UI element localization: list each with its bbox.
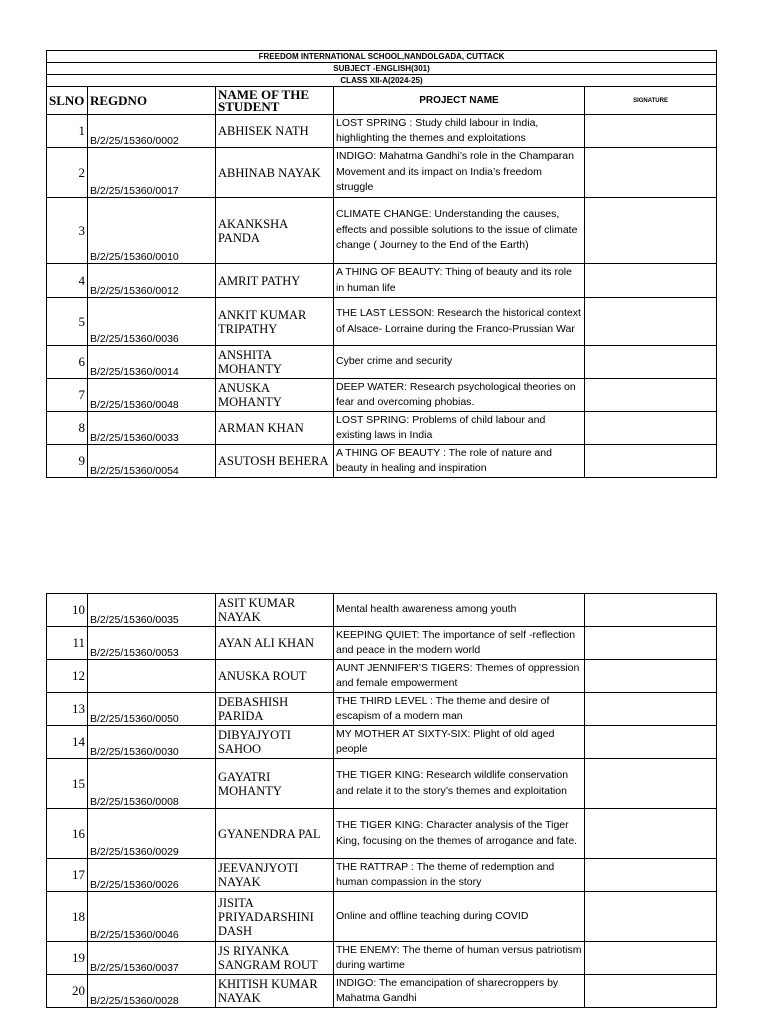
slno-cell: 8 <box>47 412 88 445</box>
student-name-cell: DEBASHISH PARIDA <box>216 693 334 726</box>
signature-cell <box>585 198 717 264</box>
regdno-cell: B/2/25/15360/0046 <box>88 892 216 942</box>
student-name-cell: ANUSKA ROUT <box>216 660 334 693</box>
project-name-header: PROJECT NAME <box>334 87 585 115</box>
signature-cell <box>585 594 717 627</box>
column-header-row <box>47 87 717 115</box>
project-name-cell: CLIMATE CHANGE: Understanding the causes, effects and possible solutions to the issue of climate change ( Journey to the End of the Earth) <box>334 198 585 264</box>
project-name-cell: Online and offline teaching during COVID <box>334 892 585 942</box>
table-row <box>47 693 717 726</box>
table-row <box>47 859 717 892</box>
student-name-cell: ANUSKA MOHANTY <box>216 379 334 412</box>
project-name-cell: THE ENEMY: The theme of human versus patriotism during wartime <box>334 942 585 975</box>
table-row <box>47 379 717 412</box>
table-row <box>47 115 717 148</box>
student-name-cell: ABHISEK NATH <box>216 115 334 148</box>
regdno-cell: B/2/25/15360/0014 <box>88 346 216 379</box>
signature-cell <box>585 660 717 693</box>
student-name-cell: JS RIYANKA SANGRAM ROUT <box>216 942 334 975</box>
slno-cell: 20 <box>47 975 88 1008</box>
regdno-cell: B/2/25/15360/0033 <box>88 412 216 445</box>
slno-cell: 15 <box>47 759 88 809</box>
regdno-cell: B/2/25/15360/0054 <box>88 445 216 478</box>
table-row <box>47 298 717 346</box>
student-name-header: NAME OF THE STUDENT <box>216 87 334 115</box>
slno-cell: 14 <box>47 726 88 759</box>
signature-cell <box>585 379 717 412</box>
student-name-cell: GAYATRI MOHANTY <box>216 759 334 809</box>
signature-cell <box>585 627 717 660</box>
slno-cell: 9 <box>47 445 88 478</box>
signature-cell <box>585 264 717 298</box>
project-name-cell: AUNT JENNIFER’S TIGERS: Themes of oppression and female empowerment <box>334 660 585 693</box>
student-name-cell: JISITA PRIYADARSHINI DASH <box>216 892 334 942</box>
slno-cell: 18 <box>47 892 88 942</box>
project-name-cell: MY MOTHER AT SIXTY-SIX: Plight of old aged people <box>334 726 585 759</box>
table-row <box>47 942 717 975</box>
signature-cell <box>585 412 717 445</box>
regdno-cell: B/2/25/15360/0008 <box>88 759 216 809</box>
project-name-cell: THE LAST LESSON: Research the historical context of Alsace- Lorraine during the Franco-Prussian War <box>334 298 585 346</box>
regdno-cell: B/2/25/15360/0048 <box>88 379 216 412</box>
student-name-cell: ABHINAB NAYAK <box>216 148 334 198</box>
table-row <box>47 809 717 859</box>
slno-cell: 3 <box>47 198 88 264</box>
slno-header: SLNO <box>47 87 88 115</box>
slno-cell: 5 <box>47 298 88 346</box>
student-name-cell: GYANENDRA PAL <box>216 809 334 859</box>
table-row <box>47 445 717 478</box>
signature-cell <box>585 115 717 148</box>
signature-header: SIGNATURE <box>585 87 717 115</box>
table-row <box>47 892 717 942</box>
project-name-cell: THE THIRD LEVEL : The theme and desire of escapism of a modern man <box>334 693 585 726</box>
regdno-cell: B/2/25/15360/0037 <box>88 942 216 975</box>
student-name-cell: ASIT KUMAR NAYAK <box>216 594 334 627</box>
student-name-cell: AYAN ALI KHAN <box>216 627 334 660</box>
table-row <box>47 264 717 298</box>
student-name-cell: ASUTOSH BEHERA <box>216 445 334 478</box>
regdno-cell: B/2/25/15360/0017 <box>88 148 216 198</box>
slno-cell: 1 <box>47 115 88 148</box>
regdno-cell: B/2/25/15360/0035 <box>88 594 216 627</box>
table-row <box>47 627 717 660</box>
project-name-cell: INDIGO: Mahatma Gandhi’s role in the Champaran Movement and its impact on India’s freedom struggle <box>334 148 585 198</box>
regdno-cell: B/2/25/15360/0012 <box>88 264 216 298</box>
project-name-cell: INDIGO: The emancipation of sharecroppers by Mahatma Gandhi <box>334 975 585 1008</box>
slno-cell: 7 <box>47 379 88 412</box>
class-title: CLASS XII-A(2024-25) <box>47 75 717 87</box>
project-name-cell: Mental health awareness among youth <box>334 594 585 627</box>
signature-cell <box>585 445 717 478</box>
signature-cell <box>585 942 717 975</box>
student-name-cell: ANKIT KUMAR TRIPATHY <box>216 298 334 346</box>
slno-cell: 10 <box>47 594 88 627</box>
regdno-cell: B/2/25/15360/0036 <box>88 298 216 346</box>
slno-cell: 13 <box>47 693 88 726</box>
table-row <box>47 412 717 445</box>
slno-cell: 17 <box>47 859 88 892</box>
table-row <box>47 346 717 379</box>
project-name-cell: Cyber crime and security <box>334 346 585 379</box>
slno-cell: 2 <box>47 148 88 198</box>
school-title: FREEDOM INTERNATIONAL SCHOOL,NANDOLGADA, CUTTACK <box>47 51 717 63</box>
project-name-cell: KEEPING QUIET: The importance of self -reflection and peace in the modern world <box>334 627 585 660</box>
school-title-row <box>47 51 717 63</box>
project-name-cell: THE TIGER KING: Character analysis of the Tiger King, focusing on the themes of arrogance and fate. <box>334 809 585 859</box>
signature-cell <box>585 693 717 726</box>
signature-cell <box>585 148 717 198</box>
slno-cell: 4 <box>47 264 88 298</box>
project-name-cell: THE TIGER KING: Research wildlife conservation and relate it to the story’s themes and exploitation <box>334 759 585 809</box>
table-row <box>47 148 717 198</box>
project-name-cell: DEEP WATER: Research psychological theories on fear and overcoming phobias. <box>334 379 585 412</box>
project-name-cell: A THING OF BEAUTY: Thing of beauty and its role in human life <box>334 264 585 298</box>
student-name-cell: JEEVANJYOTI NAYAK <box>216 859 334 892</box>
student-name-cell: ANSHITA MOHANTY <box>216 346 334 379</box>
slno-cell: 6 <box>47 346 88 379</box>
student-name-cell: KHITISH KUMAR NAYAK <box>216 975 334 1008</box>
regdno-cell <box>88 660 216 693</box>
project-name-cell: LOST SPRING: Problems of child labour and existing laws in India <box>334 412 585 445</box>
student-name-cell: AKANKSHA PANDA <box>216 198 334 264</box>
class-row <box>47 75 717 87</box>
project-table-part-2 <box>46 593 717 1008</box>
student-name-cell: DIBYAJYOTI SAHOO <box>216 726 334 759</box>
table-row <box>47 975 717 1008</box>
project-table-part-1 <box>46 50 717 478</box>
regdno-cell: B/2/25/15360/0029 <box>88 809 216 859</box>
signature-cell <box>585 975 717 1008</box>
signature-cell <box>585 726 717 759</box>
project-name-cell: A THING OF BEAUTY : The role of nature and beauty in healing and inspiration <box>334 445 585 478</box>
regdno-cell: B/2/25/15360/0026 <box>88 859 216 892</box>
subject-title: SUBJECT -ENGLISH(301) <box>47 63 717 75</box>
subject-row <box>47 63 717 75</box>
table-row <box>47 759 717 809</box>
slno-cell: 12 <box>47 660 88 693</box>
table-row <box>47 660 717 693</box>
slno-cell: 11 <box>47 627 88 660</box>
project-name-cell: THE RATTRAP : The theme of redemption and human compassion in the story <box>334 859 585 892</box>
regdno-cell: B/2/25/15360/0053 <box>88 627 216 660</box>
regdno-cell: B/2/25/15360/0050 <box>88 693 216 726</box>
signature-cell <box>585 809 717 859</box>
regdno-cell: B/2/25/15360/0010 <box>88 198 216 264</box>
table-row <box>47 726 717 759</box>
student-name-cell: AMRIT PATHY <box>216 264 334 298</box>
signature-cell <box>585 298 717 346</box>
regdno-cell: B/2/25/15360/0002 <box>88 115 216 148</box>
table-row <box>47 198 717 264</box>
signature-cell <box>585 346 717 379</box>
student-name-cell: ARMAN KHAN <box>216 412 334 445</box>
signature-cell <box>585 759 717 809</box>
regdno-header: REGDNO <box>88 87 216 115</box>
table-row <box>47 594 717 627</box>
slno-cell: 19 <box>47 942 88 975</box>
regdno-cell: B/2/25/15360/0028 <box>88 975 216 1008</box>
slno-cell: 16 <box>47 809 88 859</box>
signature-cell <box>585 859 717 892</box>
regdno-cell: B/2/25/15360/0030 <box>88 726 216 759</box>
project-name-cell: LOST SPRING : Study child labour in India, highlighting the themes and exploitations <box>334 115 585 148</box>
signature-cell <box>585 892 717 942</box>
